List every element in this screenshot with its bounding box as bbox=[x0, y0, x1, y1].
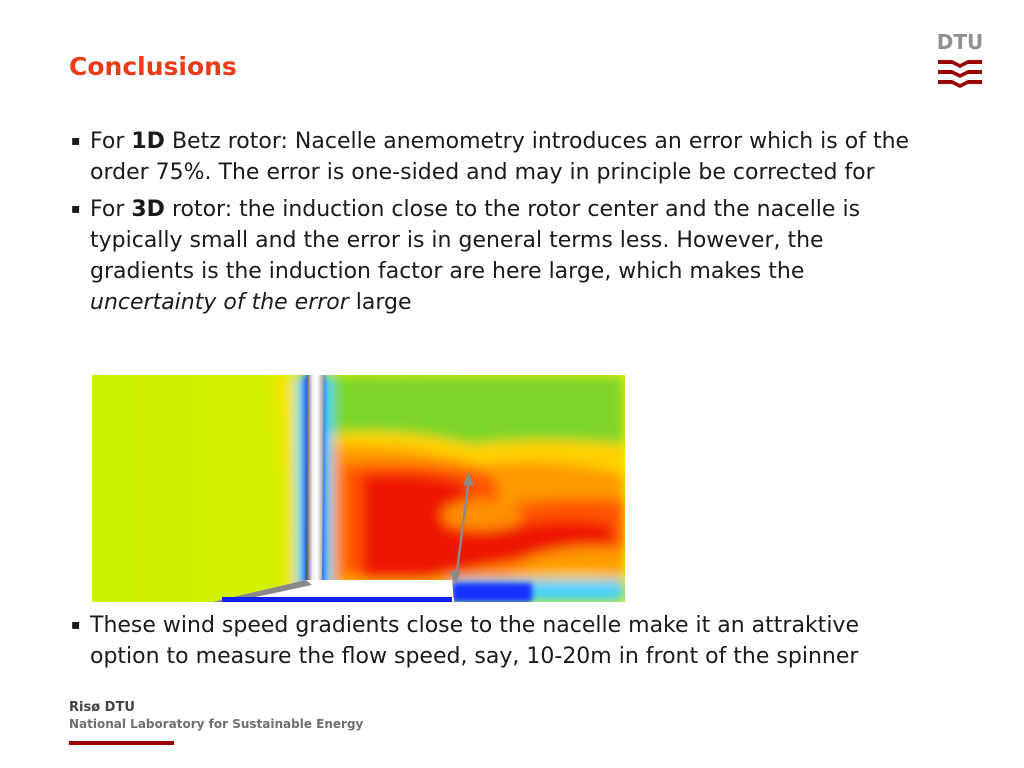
bullet-list-top bbox=[70, 126, 930, 324]
bullet-3d-rotor: ▪ For 3D rotor: the induction close to the rotor center and the nacelle is typically small and the error is in general terms less. However, the gradients is the induction factor are here large, which makes the uncertainty of the error large bbox=[70, 194, 930, 318]
footer-branding bbox=[69, 700, 363, 732]
dtu-logo-mark bbox=[938, 58, 982, 92]
bold-1d: 1D bbox=[131, 129, 165, 154]
footer-lab-name: National Laboratory for Sustainable Energy bbox=[69, 717, 364, 731]
footer-org-name: Risø DTU bbox=[69, 700, 135, 715]
footer-accent-bar bbox=[69, 741, 174, 745]
bullet-1d-betz: ▪ For 1D Betz rotor: Nacelle anemometry introduces an error which is of the order 75%. The error is one-sided and may in principle be corrected for bbox=[70, 126, 930, 188]
bullet-wind-speed-gradients: ▪ These wind speed gradients close to the nacelle make it an attraktive option to measure the flow speed, say, 10-20m in front of the spinner bbox=[70, 610, 930, 672]
slide-title: Conclusions bbox=[69, 52, 237, 81]
bold-3d: 3D bbox=[131, 197, 165, 222]
bullet-marker: ▪ bbox=[71, 133, 81, 149]
italic-uncertainty: uncertainty of the error bbox=[90, 290, 349, 315]
bullet-marker: ▪ bbox=[71, 201, 81, 217]
bullet-marker: ▪ bbox=[71, 617, 81, 633]
bullet-list-bottom bbox=[70, 610, 930, 678]
flow-field-figure bbox=[92, 375, 625, 602]
dtu-logo-text: DTU bbox=[936, 30, 984, 54]
dtu-logo bbox=[936, 30, 984, 94]
